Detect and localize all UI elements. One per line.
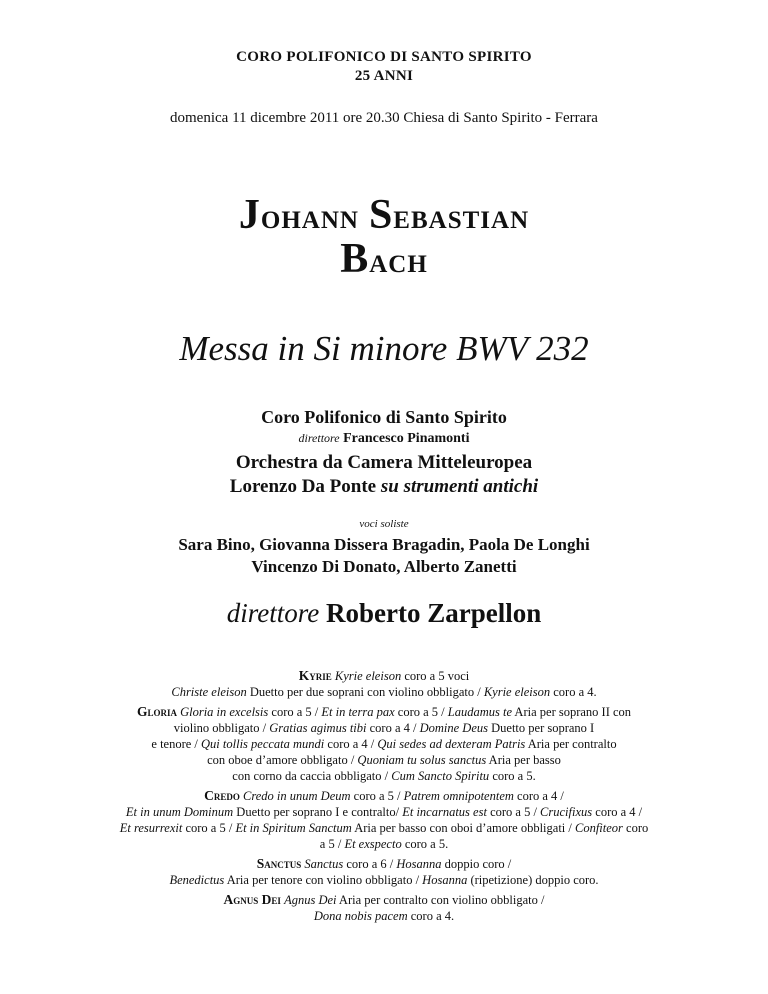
composer-name bbox=[0, 194, 768, 282]
movement-title: Confiteor bbox=[575, 821, 623, 835]
composer-line-1: Johann Sebastian bbox=[238, 192, 530, 238]
movement-title: Christe eleison bbox=[171, 685, 247, 699]
program-header bbox=[0, 48, 768, 86]
movement-title: Et incarnatus est bbox=[402, 805, 487, 819]
movement-title: Et in Spiritum Sanctum bbox=[235, 821, 352, 835]
movement-title: Agnus Dei bbox=[284, 893, 337, 907]
movement-title: Et resurrexit bbox=[119, 821, 183, 835]
event-details: domenica 11 dicembre 2011 ore 20.30 Chiesa di Santo Spirito - Ferrara bbox=[170, 110, 598, 126]
movement-title: Et exspecto bbox=[344, 837, 402, 851]
soloists-line-2: Vincenzo Di Donato, Alberto Zanetti bbox=[251, 557, 517, 576]
soloists bbox=[0, 534, 768, 578]
conductor bbox=[0, 596, 768, 630]
section-heading: Gloria bbox=[136, 704, 177, 719]
choir-name: Coro Polifonico di Santo Spirito bbox=[261, 407, 507, 427]
movement-title: Hosanna bbox=[422, 873, 468, 887]
section-line: Agnus Dei Agnus Dei Aria per contralto con violino obbligato / bbox=[223, 892, 545, 907]
movement-title: Hosanna bbox=[396, 857, 442, 871]
movement-title: Laudamus te bbox=[447, 705, 512, 719]
movement-title: Cum Sancto Spiritu bbox=[391, 769, 490, 783]
movement-title: Gratias agimus tibi bbox=[269, 721, 367, 735]
movement-title: Dona nobis pacem bbox=[313, 909, 408, 923]
movement-title: Patrem omnipotentem bbox=[403, 789, 514, 803]
header-title: CORO POLIFONICO DI SANTO SPIRITO bbox=[236, 49, 532, 65]
movement-title: Sanctus bbox=[304, 857, 344, 871]
movement-title: Kyrie eleison bbox=[334, 669, 402, 683]
section-sanctus bbox=[0, 856, 768, 888]
section-line: Et in unum Dominum Duetto per soprano I e contralto/ Et incarnatus est coro a 5 / Crucifixus coro a 4 / bbox=[125, 805, 643, 819]
section-line: a 5 / Et exspecto coro a 5. bbox=[319, 837, 449, 851]
section-line: Sanctus Sanctus coro a 6 / Hosanna doppio coro / bbox=[256, 856, 512, 871]
section-heading: Sanctus bbox=[256, 856, 302, 871]
orchestra-line-2: Lorenzo Da Ponte su strumenti antichi bbox=[229, 476, 539, 497]
movement-title: Credo in unum Deum bbox=[243, 789, 351, 803]
section-heading: Agnus Dei bbox=[223, 892, 281, 907]
section-line: Credo Credo in unum Deum coro a 5 / Patrem omnipotentem coro a 4 / bbox=[204, 788, 564, 803]
composer-line-2: Bach bbox=[340, 236, 428, 282]
section-line: Gloria Gloria in excelsis coro a 5 / Et in terra pax coro a 5 / Laudamus te Aria per soprano II con bbox=[136, 704, 632, 719]
section-line: Dona nobis pacem coro a 4. bbox=[313, 909, 455, 923]
section-heading: Kyrie bbox=[298, 668, 332, 683]
section-agnus-dei bbox=[0, 892, 768, 924]
soloists-label: voci soliste bbox=[359, 518, 409, 530]
conductor-name: Roberto Zarpellon bbox=[325, 598, 542, 628]
movement-title: Et in unum Dominum bbox=[125, 805, 234, 819]
movement-title: Gloria in excelsis bbox=[180, 705, 269, 719]
section-line: Christe eleison Duetto per due soprani con violino obbligato / Kyrie eleison coro a 4. bbox=[171, 685, 597, 699]
section-line: con corno da caccia obbligato / Cum Sancto Spiritu coro a 5. bbox=[232, 769, 536, 783]
soloists-line-1: Sara Bino, Giovanna Dissera Bragadin, Paola De Longhi bbox=[178, 535, 590, 554]
movement-title: Et in terra pax bbox=[321, 705, 395, 719]
director-name: Francesco Pinamonti bbox=[343, 431, 470, 446]
section-line: con oboe d’amore obbligato / Quoniam tu solus sanctus Aria per basso bbox=[207, 753, 561, 767]
section-line: violino obbligato / Gratias agimus tibi coro a 4 / Domine Deus Duetto per soprano I bbox=[173, 721, 595, 735]
section-line: Kyrie Kyrie eleison coro a 5 voci bbox=[298, 668, 470, 683]
section-heading: Credo bbox=[204, 788, 240, 803]
work-title: Messa in Si minore BWV 232 bbox=[179, 329, 589, 368]
movement-title: Quoniam tu solus sanctus bbox=[357, 753, 487, 767]
instruments-note: su strumenti antichi bbox=[380, 476, 539, 497]
orchestra-name: Orchestra da Camera Mitteleuropea bbox=[235, 452, 533, 473]
movement-title: Qui tollis peccata mundi bbox=[201, 737, 325, 751]
choir-director bbox=[0, 430, 768, 447]
movement-title: Kyrie eleison bbox=[483, 685, 551, 699]
movement-title: Domine Deus bbox=[419, 721, 488, 735]
section-line: e tenore / Qui tollis peccata mundi coro a 4 / Qui sedes ad dexteram Patris Aria per contralto bbox=[151, 737, 617, 751]
conductor-role: direttore bbox=[226, 598, 320, 628]
movement-title: Qui sedes ad dexteram Patris bbox=[377, 737, 526, 751]
header-anniversary: 25 ANNI bbox=[354, 68, 414, 84]
orchestra bbox=[0, 451, 768, 499]
director-role: direttore bbox=[298, 431, 340, 445]
movement-title: Benedictus bbox=[169, 873, 225, 887]
section-line: Benedictus Aria per tenore con violino obbligato / Hosanna (ripetizione) doppio coro. bbox=[169, 873, 599, 887]
section-credo bbox=[0, 788, 768, 852]
section-line: Et resurrexit coro a 5 / Et in Spiritum Sanctum Aria per basso con oboi d’amore obbligati / Confiteor coro bbox=[119, 821, 649, 835]
mass-sections bbox=[0, 668, 768, 928]
section-gloria bbox=[0, 704, 768, 784]
section-kyrie bbox=[0, 668, 768, 700]
movement-title: Crucifixus bbox=[540, 805, 593, 819]
